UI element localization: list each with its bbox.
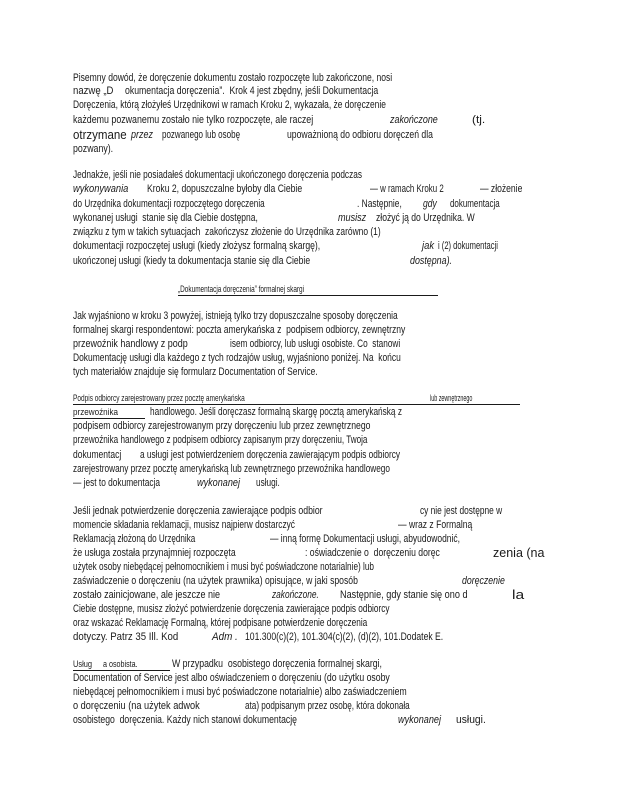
pending-line-4-part-3: zenia (na (493, 545, 545, 560)
pending-line-6-part-1: zaświadczenie o doręczeniu (na użytek prawnika) opisujące, w jaki sposób (73, 575, 358, 587)
methods-line-4: Dokumentację usługi dla każdego z tych rodzajów usług, wyjaśniono poniżej. Na końcu (73, 352, 401, 364)
personal-line-3: niebędącej pełnomocnikiem i musi być poświadczone notarialnie) albo zaświadczeniem (73, 686, 407, 698)
pending-line-9: oraz wskazać Reklamację Formalną, której podpisane potwierdzenie doręczenia (73, 617, 368, 629)
mail-line-4-part-2: a usługi jest potwierdzeniem doręczenia zawierającym podpis odbiorcy (140, 449, 401, 461)
subheading-mail-signature-continued: lub zewnętrznego (430, 393, 473, 403)
methods-line-5: tych materiałów znajduje się formularz Documentation of Service. (73, 366, 318, 378)
personal-line-1: W przypadku osobistego doręczenia formalnej skargi, (172, 658, 382, 670)
methods-line-1: Jak wyjaśniono w kroku 3 powyżej, istnieją tylko trzy dopuszczalne sposoby doręczenia (73, 310, 398, 322)
pending-line-2-part-2: — wraz z Formalną (398, 519, 473, 531)
completion-line-4-part-2: musisz (338, 212, 367, 224)
completion-line-3-part-1: do Urzędnika dokumentacji rozpoczętego doręczenia (73, 198, 265, 210)
subheading-personal-service-continued: a osobista. (103, 659, 138, 669)
intro-line-5-part-1: otrzymane (73, 127, 127, 142)
mail-line-6-part-3: usługi. (256, 477, 280, 489)
completion-line-3-part-2: . Następnie, (357, 198, 402, 210)
completion-line-2-part-2: Kroku 2, dopuszczalne byłoby dla Ciebie (147, 183, 303, 195)
completion-line-7-part-1: ukończonej usługi (kiedy ta dokumentacja stanie się dla Ciebie (73, 255, 311, 267)
personal-line-5-part-1: osobistego doręczenia. Każdy nich stanowi dokumentację (73, 714, 297, 726)
pending-line-2-part-1: momencie składania reklamacji, musisz najpierw dostarczyć (73, 519, 295, 531)
completion-line-1: Jednakże, jeśli nie posiadałeś dokumentacji ukończonego doręczenia podczas (73, 169, 363, 181)
personal-line-4-part-2: ata) podpisanym przez osobę, która dokonała (245, 700, 410, 712)
pending-line-7-part-2: zakończone. (272, 589, 319, 601)
pending-line-7-part-3: Następnie, gdy stanie się ono d (340, 589, 468, 601)
intro-line-2-part-2: okumentacja doręczenia”. Krok 4 jest zbędny, jeśli Dokumentacja (125, 85, 379, 97)
methods-line-3-part-2: isem odbiorcy, lub usługi osobiste. Co stanowi (230, 338, 401, 350)
pending-line-7-part-1: zostało zainicjowane, ale jeszcze nie (73, 589, 221, 601)
mail-line-5: zarejestrowany przez pocztę amerykańską lub zewnętrznego przewoźnika handlowego (73, 463, 390, 475)
subheading-mail-signature: Podpis odbiorcy zarejestrowany przez pocztę amerykańska (73, 393, 245, 403)
intro-line-4-part-1: każdemu pozwanemu zostało nie tylko rozpoczęte, ale raczej (73, 114, 314, 126)
intro-line-2-part-1: nazwę „D (73, 85, 114, 97)
pending-line-3-part-1: Reklamacją złożoną do Urzędnika (73, 533, 196, 545)
mail-line-6-part-2: wykonanej (197, 477, 240, 489)
completion-line-2-part-3: — w ramach Kroku 2 (370, 183, 444, 195)
intro-line-5-part-3: pozwanego lub osobę (162, 129, 241, 141)
intro-line-5-part-2: przez (131, 129, 153, 141)
completion-line-3-part-3: gdy (423, 198, 437, 210)
mail-line-4-part-1: dokumentacj (73, 449, 122, 461)
pending-line-1-part-2: cy nie jest dostępne w (420, 505, 503, 517)
methods-line-3-part-1: przewoźnik handlowy z podp (73, 338, 188, 350)
completion-line-2-part-1: wykonywania (73, 183, 129, 195)
heading-underline (178, 295, 438, 296)
pending-line-10-part-3: 101.300(c)(2), 101.304(c)(2), (d)(2), 101.Dodatek E. (245, 631, 444, 643)
intro-line-6: pozwany). (73, 143, 114, 155)
mail-line-3: przewoźnika handlowego z podpisem odbiorcy zapisanym przy doręczeniu, Twoja (73, 434, 368, 446)
intro-line-4-part-3: (tj. (472, 114, 486, 126)
personal-line-2: Documentation of Service jest albo oświadczeniem o doręczeniu (do użytku osoby (73, 672, 390, 684)
completion-line-5: związku z tym w takich sytuacjach zakończysz złożenie do Urzędnika zarówno (1) (73, 226, 381, 238)
pending-line-1-part-1: Jeśli jednak potwierdzenie doręczenia zawierające podpis odbior (73, 505, 323, 517)
intro-line-1: Pisemny dowód, że doręczenie dokumentu zostało rozpoczęte lub zakończone, nosi (73, 72, 393, 84)
pending-line-4-part-2: : oświadczenie o doręczeniu doręc (305, 547, 440, 559)
completion-line-3-part-4: dokumentacja (450, 198, 500, 210)
subheading-carrier: przewoźnika (73, 407, 119, 417)
pending-line-10-part-1: dotyczy. Patrz 35 Ill. Kod (73, 631, 179, 643)
completion-line-2-part-4: — złożenie (480, 183, 523, 195)
intro-line-3: Doręczenia, którą złożyłeś Urzędnikowi w ramach Kroku 2, wykazała, że doręczenie (73, 99, 386, 111)
mail-line-6-part-1: — jest to dokumentacja (73, 477, 161, 489)
completion-line-6-part-1: dokumentacji rozpoczętej usługi (kiedy złożysz formalną skargę), (73, 240, 321, 252)
personal-line-5-part-3: usługi. (456, 714, 486, 726)
mail-line-1: handlowego. Jeśli doręczasz formalną skargę pocztą amerykańską z (150, 406, 402, 418)
pending-line-5: użytek osoby niebędącej pełnomocnikiem i musi być poświadczone notarialnie) lub (73, 561, 375, 573)
completion-line-6-part-3: i (2) dokumentacji (438, 240, 498, 252)
pending-line-6-part-2: doręczenie (462, 575, 505, 587)
pending-line-8: Ciebie dostępne, musisz złożyć potwierdzenie doręczenia zawierające podpis odbiorcy (73, 603, 390, 615)
subheading-personal-service: Usług (73, 659, 93, 669)
methods-line-2: formalnej skargi respondentowi: poczta amerykańska z podpisem odbiorcy, zewnętrzny (73, 324, 406, 336)
mail-line-2: podpisem odbiorcy zarejestrowanym przy doręczeniu lub przez zewnętrznego (73, 420, 371, 432)
personal-line-5-part-2: wykonanej (398, 714, 441, 726)
completion-line-4-part-3: złożyć ją do Urzędnika. W (376, 212, 475, 224)
intro-line-4-part-2: zakończone (390, 114, 438, 126)
completion-line-4-part-1: wykonanej usługi stanie się dla Ciebie dostępna, (73, 212, 258, 224)
personal-line-4-part-1: o doręczeniu (na użytek adwok (73, 700, 200, 712)
pending-line-10-part-2: Adm . (212, 631, 238, 643)
pending-line-3-part-2: — inną formę Dokumentacji usługi, abyudowodnić, (270, 533, 460, 545)
intro-line-5-part-4: upoważnioną do odbioru doręczeń dla (287, 129, 433, 141)
completion-line-7-part-2: dostępna). (410, 255, 453, 267)
completion-line-6-part-2: jak (422, 240, 435, 252)
pending-line-4-part-1: że usługa została przynajmniej rozpoczęta (73, 547, 236, 559)
section-heading-service-documentation: „Dokumentacja doręczenia” formalnej skargi (178, 284, 305, 294)
pending-line-7-part-4: la (512, 587, 525, 602)
